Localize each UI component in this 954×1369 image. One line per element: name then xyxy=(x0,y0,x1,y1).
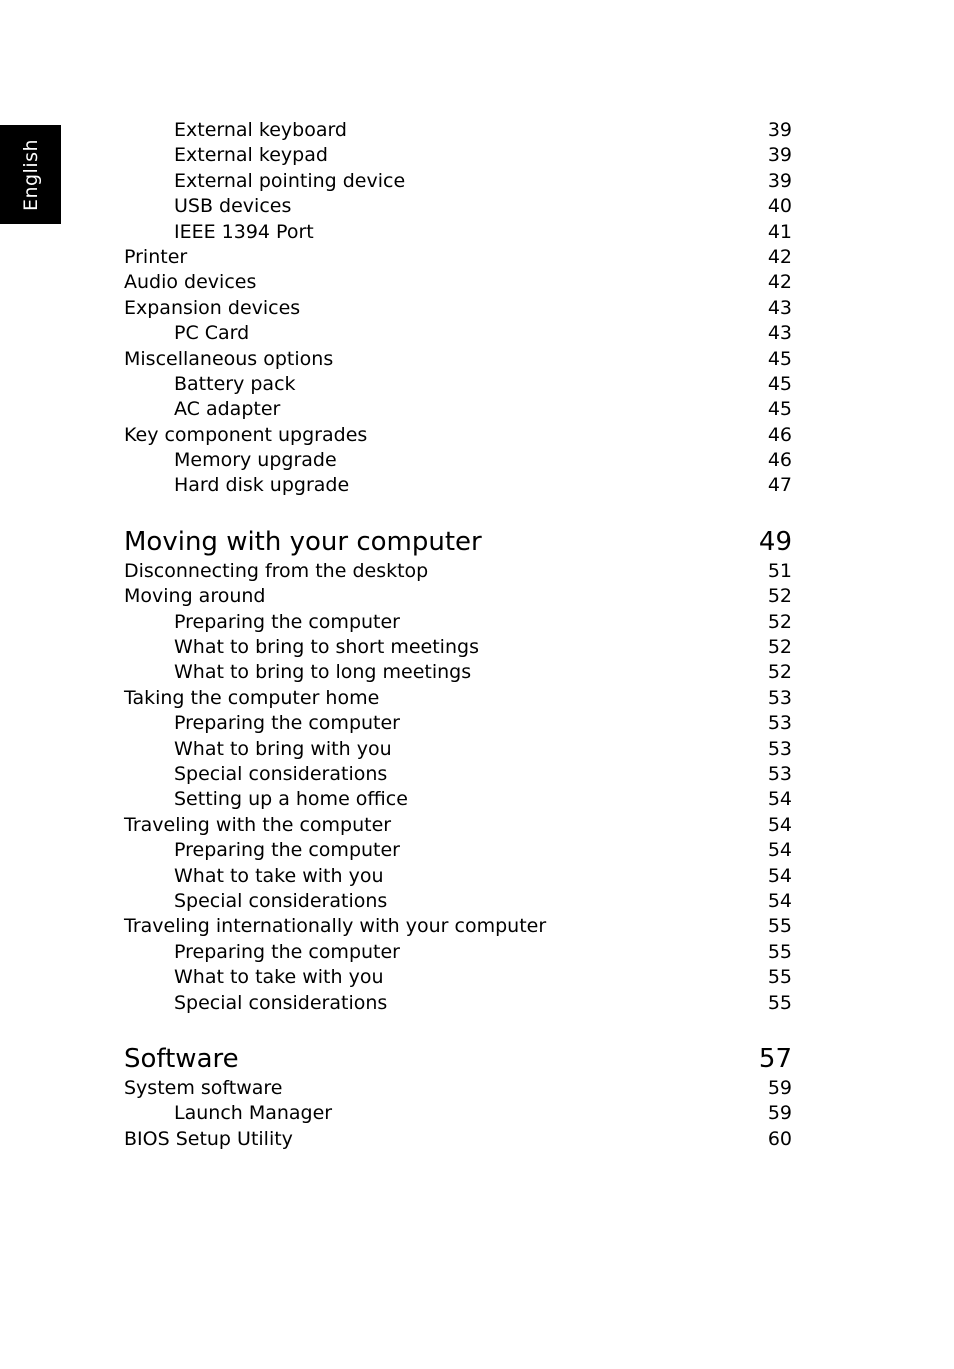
toc-entry xyxy=(124,737,792,762)
toc-entry-title: Audio devices xyxy=(124,271,257,294)
toc-entry-title: System software xyxy=(124,1076,283,1099)
toc-entry xyxy=(124,660,792,685)
toc-entry xyxy=(124,143,792,168)
toc-entry xyxy=(124,813,792,838)
toc-entry xyxy=(124,1076,792,1101)
toc-entry-title: External keypad xyxy=(174,144,328,167)
toc-entry xyxy=(124,711,792,736)
toc-entry-title: External pointing device xyxy=(174,169,406,192)
toc-entry-page-number: 45 xyxy=(767,372,792,395)
language-tab xyxy=(0,125,61,224)
toc-entry-page-number: 54 xyxy=(767,839,792,862)
toc-entry-page-number: 39 xyxy=(767,144,792,167)
toc-entry-title: AC adapter xyxy=(174,398,281,421)
section-spacer xyxy=(124,1016,792,1042)
toc-entry-title: Special considerations xyxy=(174,991,388,1014)
toc-entry-title: Preparing the computer xyxy=(174,839,400,862)
toc-entry-page-number: 53 xyxy=(767,712,792,735)
toc-entry-title: BIOS Setup Utility xyxy=(124,1127,293,1150)
toc-entry-title: Setting up a home office xyxy=(174,788,408,811)
language-tab-label: English xyxy=(19,138,42,211)
toc-entry-page-number: 46 xyxy=(767,449,792,472)
table-of-contents xyxy=(124,118,792,1152)
toc-entry-page-number: 53 xyxy=(767,686,792,709)
toc-entry xyxy=(124,787,792,812)
toc-entry-page-number: 43 xyxy=(767,322,792,345)
toc-entry-page-number: 52 xyxy=(767,585,792,608)
toc-entry-title: Launch Manager xyxy=(174,1102,333,1125)
toc-entry xyxy=(124,270,792,295)
toc-entry-title: USB devices xyxy=(174,195,292,218)
toc-entry xyxy=(124,864,792,889)
toc-entry xyxy=(124,610,792,635)
toc-entry-page-number: 55 xyxy=(767,966,792,989)
toc-entry-title: Special considerations xyxy=(174,889,388,912)
toc-entry xyxy=(124,838,792,863)
toc-entry xyxy=(124,889,792,914)
toc-entry-title: Expansion devices xyxy=(124,296,301,319)
toc-entry-page-number: 54 xyxy=(767,813,792,836)
toc-entry-page-number: 59 xyxy=(767,1076,792,1099)
toc-entry-page-number: 45 xyxy=(767,347,792,370)
toc-entry-page-number: 55 xyxy=(767,940,792,963)
toc-entry-page-number: 52 xyxy=(767,610,792,633)
toc-entry-title: Traveling with the computer xyxy=(124,813,392,836)
toc-entry xyxy=(124,635,792,660)
toc-entry-page-number: 55 xyxy=(767,991,792,1014)
toc-entry-page-number: 47 xyxy=(767,474,792,497)
toc-entry xyxy=(124,372,792,397)
toc-entry-title: Special considerations xyxy=(174,762,388,785)
toc-entry-page-number: 42 xyxy=(767,245,792,268)
toc-entry-title: Miscellaneous options xyxy=(124,347,334,370)
toc-entry-page-number: 53 xyxy=(767,762,792,785)
section-spacer xyxy=(124,499,792,525)
toc-entry-title: IEEE 1394 Port xyxy=(174,220,314,243)
toc-entry xyxy=(124,940,792,965)
toc-entry-page-number: 54 xyxy=(767,889,792,912)
toc-entry-title: What to take with you xyxy=(174,864,384,887)
toc-entry-page-number: 52 xyxy=(767,661,792,684)
chapter-title: Software xyxy=(124,1043,239,1074)
toc-entry-title: Taking the computer home xyxy=(124,686,380,709)
toc-entry xyxy=(124,584,792,609)
toc-entry-page-number: 40 xyxy=(767,195,792,218)
toc-entry xyxy=(124,914,792,939)
toc-entry-page-number: 42 xyxy=(767,271,792,294)
toc-entry xyxy=(124,559,792,584)
toc-entry-title: What to bring to long meetings xyxy=(174,661,472,684)
toc-entry-title: Moving around xyxy=(124,585,266,608)
toc-entry xyxy=(124,169,792,194)
toc-entry-title: Traveling internationally with your computer xyxy=(124,915,547,938)
toc-entry xyxy=(124,448,792,473)
toc-entry xyxy=(124,1101,792,1126)
toc-entry xyxy=(124,1127,792,1152)
chapter-heading xyxy=(124,1042,792,1076)
toc-entry-page-number: 59 xyxy=(767,1102,792,1125)
toc-entry-page-number: 39 xyxy=(767,119,792,141)
toc-entry-title: Hard disk upgrade xyxy=(174,474,350,497)
toc-entry xyxy=(124,762,792,787)
toc-entry-title: Printer xyxy=(124,245,188,268)
toc-entry-title: Disconnecting from the desktop xyxy=(124,559,429,582)
toc-entry-title: PC Card xyxy=(174,322,250,345)
toc-entry-title: Preparing the computer xyxy=(174,940,400,963)
toc-entry xyxy=(124,118,792,143)
toc-entry-title: Preparing the computer xyxy=(174,610,400,633)
toc-entry xyxy=(124,423,792,448)
toc-entry-page-number: 60 xyxy=(767,1127,792,1150)
toc-entry-page-number: 51 xyxy=(767,559,792,582)
toc-entry-page-number: 53 xyxy=(767,737,792,760)
toc-entry xyxy=(124,220,792,245)
toc-entry-page-number: 43 xyxy=(767,296,792,319)
toc-entry-page-number: 52 xyxy=(767,636,792,659)
toc-entry-page-number: 54 xyxy=(767,864,792,887)
toc-entry xyxy=(124,347,792,372)
toc-entry-title: External keyboard xyxy=(174,119,347,141)
toc-entry-title: What to take with you xyxy=(174,966,384,989)
toc-entry xyxy=(124,686,792,711)
toc-entry-title: What to bring to short meetings xyxy=(174,636,479,659)
toc-entry-page-number: 45 xyxy=(767,398,792,421)
toc-entry-title: Battery pack xyxy=(174,372,296,395)
toc-entry xyxy=(124,965,792,990)
chapter-page-number: 49 xyxy=(758,526,792,557)
toc-entry-page-number: 54 xyxy=(767,788,792,811)
chapter-title: Moving with your computer xyxy=(124,526,482,557)
toc-entry xyxy=(124,245,792,270)
toc-entry-page-number: 46 xyxy=(767,423,792,446)
toc-entry-page-number: 39 xyxy=(767,169,792,192)
toc-entry xyxy=(124,397,792,422)
toc-entry xyxy=(124,991,792,1016)
chapter-page-number: 57 xyxy=(758,1043,792,1074)
toc-entry-page-number: 41 xyxy=(767,220,792,243)
toc-entry xyxy=(124,321,792,346)
toc-entry-title: Memory upgrade xyxy=(174,449,337,472)
toc-entry-title: Key component upgrades xyxy=(124,423,368,446)
toc-entry xyxy=(124,296,792,321)
toc-entry xyxy=(124,194,792,219)
toc-entry-page-number: 55 xyxy=(767,915,792,938)
toc-entry xyxy=(124,473,792,498)
toc-entry-title: Preparing the computer xyxy=(174,712,400,735)
chapter-heading xyxy=(124,525,792,559)
toc-entry-title: What to bring with you xyxy=(174,737,392,760)
